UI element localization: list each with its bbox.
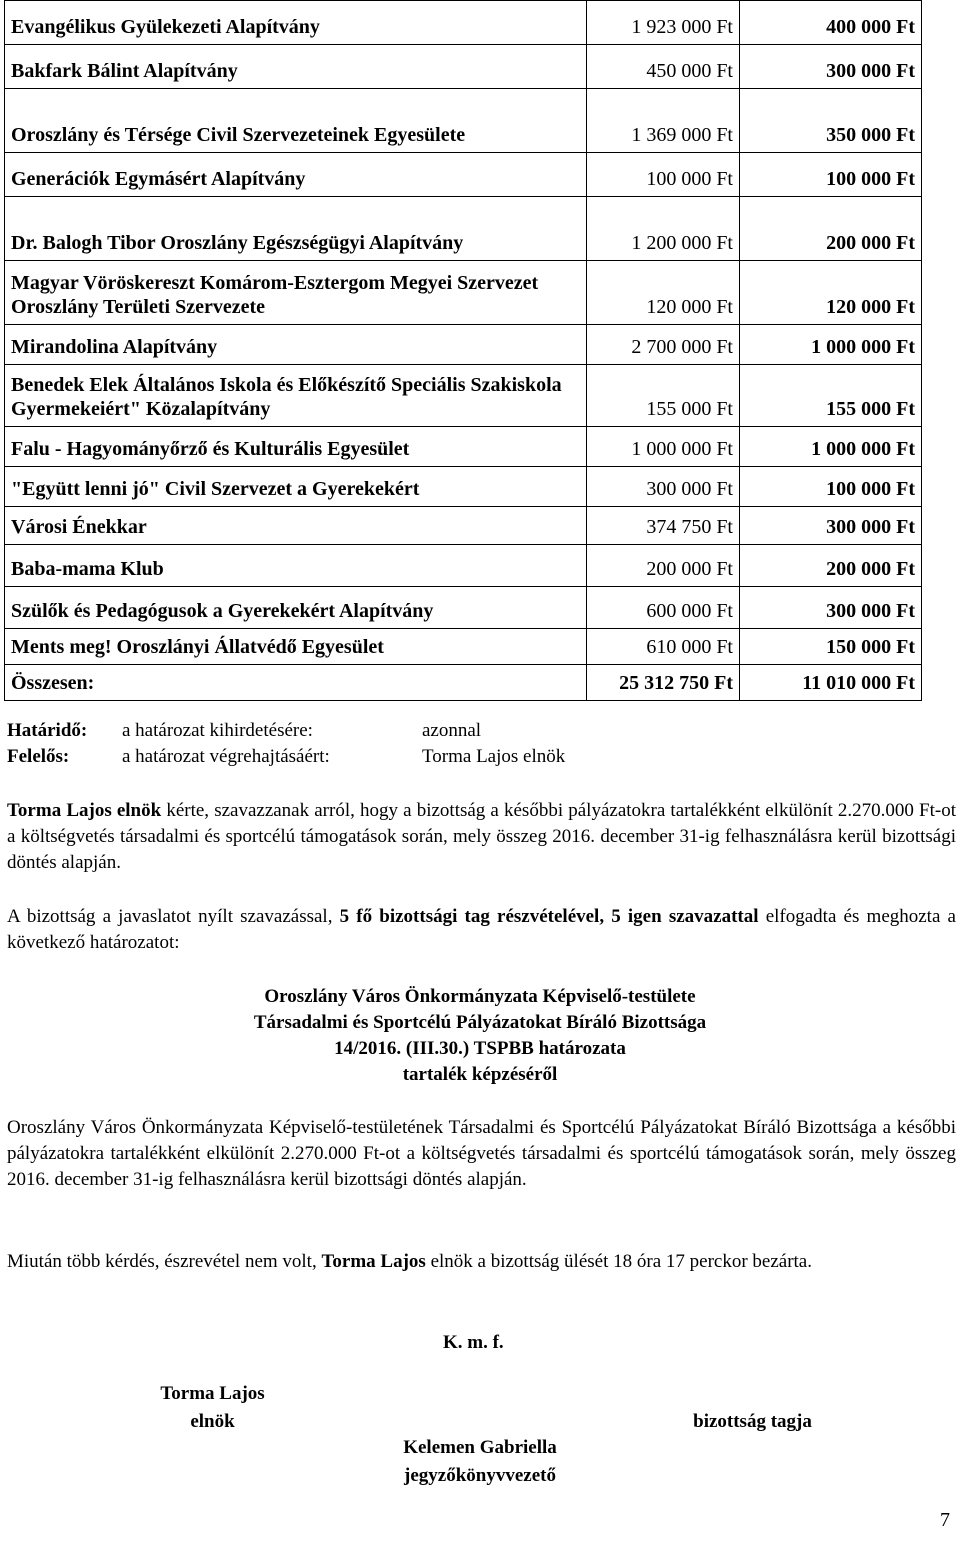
table-row [5,545,922,587]
org-name-cell: Szülők és Pedagógusok a Gyerekekért Alapítvány [5,587,587,629]
total-row [5,665,922,701]
deadline-label: Határidő: [7,720,88,741]
org-name-cell: Városi Énekkar [5,507,587,545]
page-number: 7 [940,1509,950,1531]
table-row [5,45,922,89]
grants-table [4,0,922,701]
requested-amount-cell: 1 000 000 Ft [587,427,740,467]
paragraph-vote: A bizottság a javaslatot nyílt szavazással, 5 fő bizottsági tag részvételével, 5 igen szavazattal elfogadta és meghozta a következő határozatot: [7,906,956,953]
granted-amount-cell: 400 000 Ft [740,1,922,45]
org-name-cell: Falu - Hagyományőrző és Kulturális Egyesület [5,427,587,467]
table-row [5,89,922,153]
resolution-line-3: 14/2016. (III.30.) TSPBB határozata [334,1038,626,1059]
requested-amount-cell: 374 750 Ft [587,507,740,545]
total-requested-cell: 25 312 750 Ft [587,665,740,701]
chair-title: elnök [190,1411,235,1432]
org-name-cell: Generációk Egymásért Alapítvány [5,153,587,197]
org-name-cell: Magyar Vöröskereszt Komárom-Esztergom Megyei Szervezet Oroszlány Területi Szervezete [5,261,587,325]
signature-chair [140,1380,285,1436]
table-row [5,197,922,261]
resolution-line-4: tartalék képzéséről [402,1064,558,1085]
recorder-title: jegyzőkönyvvezető [404,1465,556,1486]
requested-amount-cell: 1 923 000 Ft [587,1,740,45]
responsible-label: Felelős: [7,746,70,767]
org-name-cell: Dr. Balogh Tibor Oroszlány Egészségügyi Alapítvány [5,197,587,261]
org-name-cell: Baba-mama Klub [5,545,587,587]
paragraph-closing: Miután több kérdés, észrevétel nem volt, Torma Lajos elnök a bizottság ülését 18 óra 17 perckor bezárta. [7,1251,812,1272]
requested-amount-cell: 120 000 Ft [587,261,740,325]
total-granted-cell: 11 010 000 Ft [740,665,922,701]
granted-amount-cell: 100 000 Ft [740,467,922,507]
granted-amount-cell: 300 000 Ft [740,45,922,89]
responsible-value: Torma Lajos elnök [422,746,566,767]
requested-amount-cell: 100 000 Ft [587,153,740,197]
requested-amount-cell: 1 200 000 Ft [587,197,740,261]
requested-amount-cell: 300 000 Ft [587,467,740,507]
org-name-cell: Oroszlány és Térsége Civil Szervezeteinek Egyesülete [5,89,587,153]
granted-amount-cell: 150 000 Ft [740,629,922,665]
requested-amount-cell: 200 000 Ft [587,545,740,587]
deadline-value: azonnal [422,720,482,741]
deadline-what: a határozat kihirdetésére: [122,720,313,741]
org-name-cell: Ments meg! Oroszlányi Állatvédő Egyesület [5,629,587,665]
requested-amount-cell: 450 000 Ft [587,45,740,89]
requested-amount-cell: 2 700 000 Ft [587,325,740,365]
resolution-heading [0,984,960,1088]
org-name-cell: Benedek Elek Általános Iskola és Előkészítő Speciális Szakiskola Gyermekeiért" Közalapítvány [5,365,587,427]
org-name-cell: Mirandolina Alapítvány [5,325,587,365]
paragraph-resolution-text: Oroszlány Város Önkormányzata Képviselő-testületének Társadalmi és Sportcélú Pályázatokat Bíráló Bizottsága a későbbi pályázatokra tartalékként elkülönít 2.270.000 Ft-ot a költségvetés társadalmi és sportcélú támogatások során, mely összeg 2016. december 31-ig felhasználásra kerül bizottsági döntés alapján. [7,1117,956,1190]
total-label-cell: Összesen: [5,665,587,701]
signature-member [660,1408,845,1436]
granted-amount-cell: 300 000 Ft [740,587,922,629]
grants-table-body [5,1,922,701]
org-name-cell: "Együtt lenni jó" Civil Szervezet a Gyerekekért [5,467,587,507]
signature-recorder [370,1434,590,1490]
table-row [5,507,922,545]
responsible-what: a határozat végrehajtásáért: [122,746,330,767]
resolution-line-2: Társadalmi és Sportcélú Pályázatokat Bíráló Bizottsága [253,1012,707,1033]
granted-amount-cell: 100 000 Ft [740,153,922,197]
kmf-label: K. m. f. [443,1332,504,1353]
recorder-name: Kelemen Gabriella [403,1437,557,1458]
org-name-cell: Evangélikus Gyülekezeti Alapítvány [5,1,587,45]
table-row [5,587,922,629]
table-row [5,325,922,365]
granted-amount-cell: 155 000 Ft [740,365,922,427]
granted-amount-cell: 1 000 000 Ft [740,325,922,365]
requested-amount-cell: 155 000 Ft [587,365,740,427]
requested-amount-cell: 1 369 000 Ft [587,89,740,153]
requested-amount-cell: 610 000 Ft [587,629,740,665]
granted-amount-cell: 200 000 Ft [740,545,922,587]
table-row [5,365,922,427]
granted-amount-cell: 300 000 Ft [740,507,922,545]
chair-name: Torma Lajos [160,1383,265,1404]
table-row [5,261,922,325]
table-row [5,427,922,467]
table-row [5,153,922,197]
granted-amount-cell: 200 000 Ft [740,197,922,261]
table-row [5,1,922,45]
requested-amount-cell: 600 000 Ft [587,587,740,629]
org-name-cell: Bakfark Bálint Alapítvány [5,45,587,89]
table-row [5,467,922,507]
paragraph-request: Torma Lajos elnök kérte, szavazzanak arról, hogy a bizottság a későbbi pályázatokra tartalékként elkülönít 2.270.000 Ft-ot a költségvetés társadalmi és sportcélú támogatások során, mely összeg 2016. december 31-ig felhasználásra kerül bizottsági döntés alapján. [7,800,956,873]
resolution-line-1: Oroszlány Város Önkormányzata Képviselő-testülete [264,986,696,1007]
granted-amount-cell: 350 000 Ft [740,89,922,153]
member-title: bizottság tagja [693,1411,812,1432]
granted-amount-cell: 120 000 Ft [740,261,922,325]
granted-amount-cell: 1 000 000 Ft [740,427,922,467]
table-row [5,629,922,665]
